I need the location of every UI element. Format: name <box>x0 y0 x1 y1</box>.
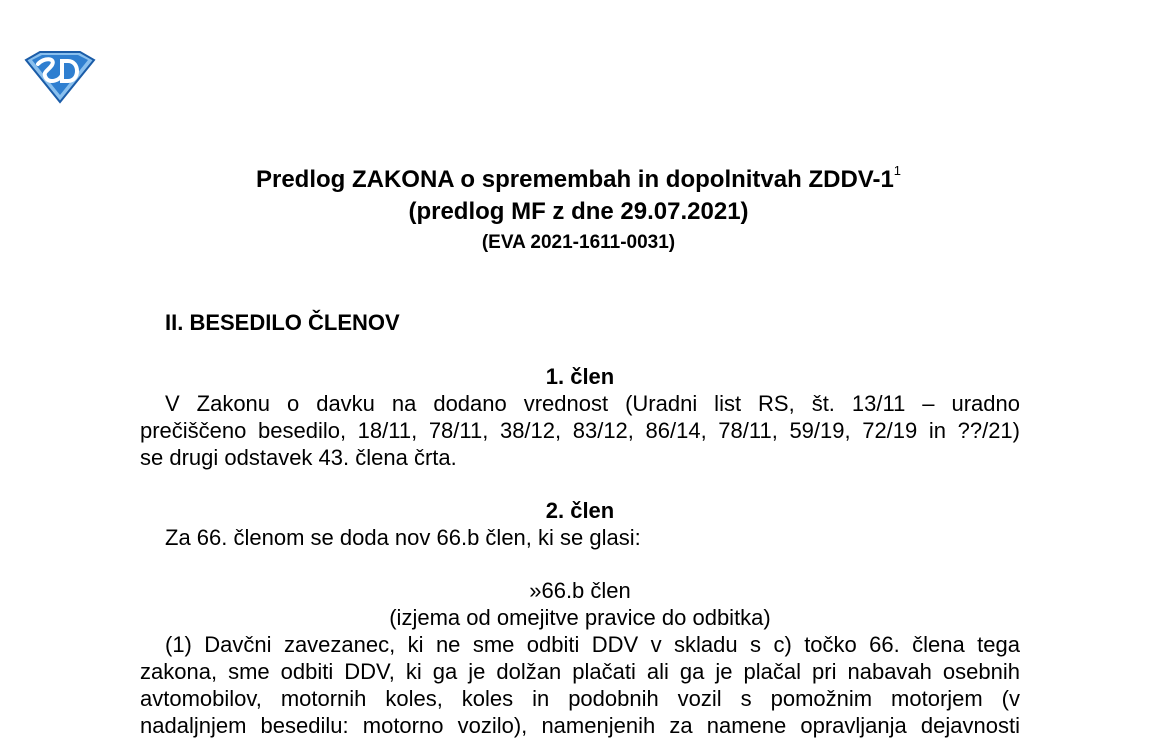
article-1-line-2: prečiščeno besedilo, 18/11, 78/11, 38/12, 83/12, 86/14, 78/11, 59/19, 72/19 in ??/21) <box>140 418 1020 443</box>
article-2-line-1: Za 66. členom se doda nov 66.b člen, ki se glasi: <box>165 525 641 550</box>
new-article-line-1: (1) Davčni zavezanec, ki ne sme odbiti DDV v skladu s c) točko 66. člena tega <box>165 632 1020 657</box>
document-subtitle: (predlog MF z dne 29.07.2021) <box>408 198 749 225</box>
article-1-line-1: V Zakonu o davku na dodano vrednost (Uradni list RS, št. 13/11 – uradno <box>165 391 1020 416</box>
logo-icon <box>22 48 96 104</box>
new-article-heading: »66.b člen <box>529 578 631 603</box>
new-article-line-2: zakona, sme odbiti DDV, ki ga je dolžan plačati ali ga je plačal pri nabavah osebnih <box>140 659 1020 684</box>
article-2-heading: 2. člen <box>545 498 615 523</box>
section-heading: II. BESEDILO ČLENOV <box>165 310 400 335</box>
document-title: Predlog ZAKONA o spremembah in dopolnitvah ZDDV-$1^1$ <box>255 163 902 193</box>
eva-number: (EVA 2021-1611-0031) <box>481 232 676 253</box>
new-article-line-4: nadaljnjem besedilu: motorno vozilo), namenjenih za namene opravljanja dejavnosti <box>140 713 1020 738</box>
footnote-marker: 1 <box>893 163 902 178</box>
new-article-subheading: (izjema od omejitve pravice do odbitka) <box>389 605 771 630</box>
article-1-line-3: se drugi odstavek 43. člena črta. <box>140 445 457 470</box>
new-article-line-3: avtomobilov, motornih koles, koles in podobnih vozil s pomožnim motorjem (v <box>140 686 1020 711</box>
article-1-heading: 1. člen <box>545 364 615 389</box>
